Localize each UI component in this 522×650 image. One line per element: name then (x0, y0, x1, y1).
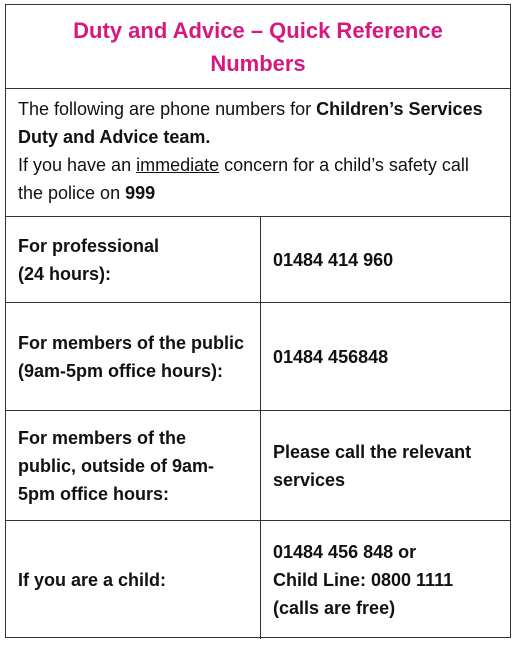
row-value-cell (261, 521, 510, 639)
row-label: For professional (24 hours): (18, 235, 160, 284)
page-title: Duty and Advice – Quick Reference Numbers (6, 5, 510, 89)
row-value-cell (261, 303, 510, 410)
row-label-cell (6, 411, 261, 520)
row-value-cell (261, 411, 510, 520)
phone-number: 01484 456848 (273, 346, 389, 367)
intro-text: If you have an (18, 155, 137, 175)
phone-number: 01484 456 848 or Child Line: 0800 1111 (calls are free) (273, 542, 454, 618)
table-row (6, 303, 510, 411)
row-label-cell (6, 521, 261, 639)
row-label: For members of the public, outside of 9am-5pm office hours: (18, 427, 215, 504)
intro-paragraph (6, 89, 510, 217)
row-value: Please call the relevant services (273, 441, 472, 490)
phone-number: 01484 414 960 (273, 249, 394, 270)
intro-immediate: immediate (136, 155, 220, 175)
row-label-cell (6, 217, 261, 302)
row-value-cell (261, 217, 510, 302)
police-number: 999 (125, 183, 156, 203)
intro-text: The following are phone numbers for (18, 99, 317, 119)
quick-reference-card (5, 4, 511, 638)
row-label-cell (6, 303, 261, 410)
row-label: For members of the public (9am-5pm office hours): (18, 332, 245, 381)
table-row (6, 411, 510, 521)
intro-text: concern for a child’s safety call the police on (18, 155, 469, 203)
intro-team-name: Children’s Services Duty and Advice team. (18, 99, 483, 147)
table-row (6, 521, 510, 639)
table-row (6, 217, 510, 303)
row-label: If you are a child: (18, 570, 167, 590)
